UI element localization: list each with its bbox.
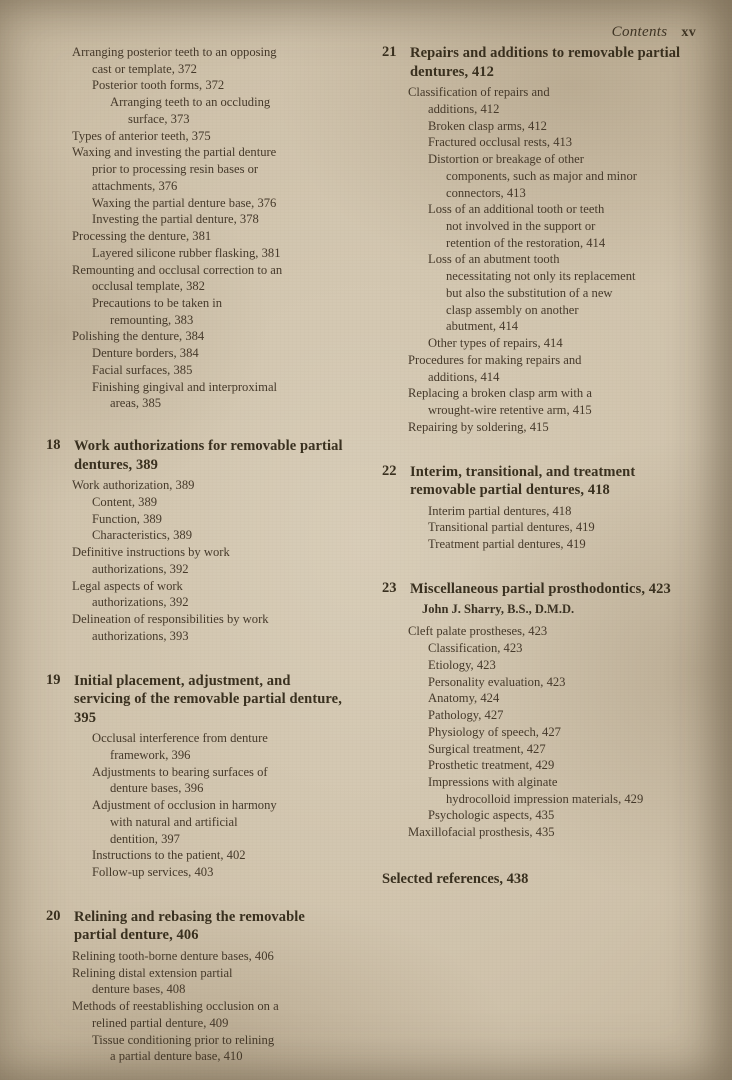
toc-entry[interactable]: Types of anterior teeth, 375: [72, 128, 211, 143]
toc-entry[interactable]: additions, 412: [428, 101, 500, 116]
toc-entry[interactable]: Remounting and occlusal correction to an: [72, 262, 283, 277]
toc-entry[interactable]: components, such as major and minor: [446, 168, 637, 183]
toc-entry[interactable]: Delineation of responsibilities by work: [72, 612, 269, 627]
chapter-entries: [46, 948, 346, 1065]
toc-entry[interactable]: Arranging posterior teeth to an opposing: [72, 45, 277, 59]
toc-entry[interactable]: Classification of repairs and: [408, 85, 550, 100]
toc-entry[interactable]: Content, 389: [92, 494, 158, 509]
toc-entry[interactable]: Impressions with alginate: [428, 774, 558, 789]
toc-entry[interactable]: Pathology, 427: [428, 708, 504, 723]
running-head: Contents: [611, 24, 668, 40]
chapter-number: 22: [382, 462, 397, 479]
toc-entry[interactable]: Relining distal extension partial: [72, 965, 233, 980]
chapter-title: Work authorizations for removable partial dentures, 389: [74, 438, 343, 473]
chapter-entries: [46, 730, 346, 881]
toc-entry[interactable]: Waxing and investing the partial denture: [72, 145, 277, 160]
toc-entry[interactable]: Surgical treatment, 427: [428, 741, 546, 756]
toc-entry[interactable]: Waxing the partial denture base, 376: [92, 195, 277, 210]
toc-entry[interactable]: Distortion or breakage of other: [428, 152, 584, 167]
toc-entry[interactable]: additions, 414: [428, 369, 500, 384]
toc-entry[interactable]: Adjustments to bearing surfaces of: [92, 764, 268, 779]
chapter-entries: [382, 84, 682, 435]
toc-entry[interactable]: Characteristics, 389: [92, 528, 193, 543]
toc-entry[interactable]: relined partial denture, 409: [92, 1015, 229, 1030]
toc-entry[interactable]: Definitive instructions by work: [72, 545, 230, 560]
toc-entry[interactable]: Instructions to the patient, 402: [92, 848, 246, 863]
chapter-heading[interactable]: [382, 463, 682, 500]
toc-entry[interactable]: Denture borders, 384: [92, 346, 199, 361]
chapter-entries: [382, 503, 682, 553]
continued-entries-block: [46, 44, 346, 412]
toc-entry[interactable]: Prosthetic treatment, 429: [428, 758, 555, 773]
page-header: [612, 24, 696, 41]
toc-entry[interactable]: but also the substitution of a new: [446, 285, 613, 300]
toc-entry[interactable]: retention of the restoration, 414: [446, 235, 606, 250]
toc-entry[interactable]: Treatment partial dentures, 419: [428, 537, 586, 552]
chapter-18[interactable]: [46, 437, 346, 644]
toc-entry[interactable]: Cleft palate prostheses, 423: [408, 624, 548, 639]
toc-entry[interactable]: Fractured occlusal rests, 413: [428, 135, 573, 150]
toc-entry[interactable]: Posterior tooth forms, 372: [92, 78, 225, 93]
chapter-number: 20: [46, 907, 61, 924]
toc-entry[interactable]: Processing the denture, 381: [72, 229, 212, 244]
toc-entry[interactable]: denture bases, 396: [110, 781, 204, 796]
toc-entry[interactable]: Transitional partial dentures, 419: [428, 520, 595, 535]
toc-entry[interactable]: Personality evaluation, 423: [428, 674, 566, 689]
toc-entry[interactable]: attachments, 376: [92, 178, 178, 193]
toc-entry[interactable]: necessitating not only its replacement: [446, 269, 636, 284]
toc-entry[interactable]: abutment, 414: [446, 319, 519, 334]
chapter-title: Interim, transitional, and treatment removable partial dentures, 418: [410, 463, 636, 499]
toc-entry[interactable]: dentition, 397: [110, 831, 180, 846]
chapter-23[interactable]: [382, 580, 682, 841]
toc-entry[interactable]: Loss of an abutment tooth: [428, 252, 560, 267]
toc-entry[interactable]: Arranging teeth to an occluding: [110, 95, 271, 110]
toc-entry[interactable]: Physiology of speech, 427: [428, 724, 561, 739]
toc-entry[interactable]: Legal aspects of work: [72, 578, 183, 593]
selected-references-heading[interactable]: Selected references, 438: [382, 870, 529, 887]
toc-entry[interactable]: cast or template, 372: [92, 61, 197, 76]
toc-entry[interactable]: Procedures for making repairs and: [408, 352, 582, 367]
toc-entry[interactable]: prior to processing resin bases or: [92, 162, 259, 177]
chapter-19[interactable]: [46, 672, 346, 881]
chapter-title: Miscellaneous partial prosthodontics, 423: [410, 580, 671, 597]
chapter-number: 23: [382, 579, 397, 596]
toc-left-column: [46, 44, 346, 1079]
toc-entry[interactable]: Layered silicone rubber flasking, 381: [92, 245, 281, 260]
toc-entry[interactable]: not involved in the support or: [446, 218, 596, 233]
toc-entry[interactable]: Investing the partial denture, 378: [92, 212, 259, 227]
toc-entry[interactable]: Psychologic aspects, 435: [428, 808, 555, 823]
chapter-entries: [382, 623, 682, 841]
toc-entry[interactable]: wrought-wire retentive arm, 415: [428, 403, 592, 418]
toc-entry[interactable]: hydrocolloid impression materials, 429: [446, 791, 644, 806]
toc-entry[interactable]: surface, 373: [128, 111, 190, 126]
toc-entry[interactable]: Occlusal interference from denture: [92, 731, 268, 746]
toc-entry[interactable]: Interim partial dentures, 418: [428, 503, 572, 518]
chapter-21[interactable]: [382, 44, 682, 436]
toc-entry[interactable]: Maxillofacial prosthesis, 435: [408, 825, 555, 840]
chapter-22[interactable]: [382, 463, 682, 553]
toc-entry[interactable]: Classification, 423: [428, 641, 523, 656]
toc-entry[interactable]: authorizations, 392: [92, 561, 189, 576]
toc-entry[interactable]: Other types of repairs, 414: [428, 336, 563, 351]
toc-entry[interactable]: Adjustment of occlusion in harmony: [92, 798, 277, 813]
chapter-heading[interactable]: [382, 44, 682, 81]
chapter-heading[interactable]: [46, 672, 346, 728]
chapter-title: Initial placement, adjustment, and servicing of the removable partial denture, 395: [74, 672, 342, 726]
toc-entry[interactable]: Precautions to be taken in: [92, 296, 223, 311]
toc-entry[interactable]: occlusal template, 382: [92, 279, 205, 294]
toc-entry[interactable]: Follow-up services, 403: [92, 865, 214, 880]
toc-entry[interactable]: Tissue conditioning prior to relining: [92, 1032, 275, 1047]
folio-number: xv: [681, 25, 696, 40]
toc-entry[interactable]: Facial surfaces, 385: [92, 362, 193, 377]
toc-entry[interactable]: Broken clasp arms, 412: [428, 118, 547, 133]
chapter-heading[interactable]: [382, 580, 682, 599]
chapter-title: Repairs and additions to removable partial dentures, 412: [410, 45, 681, 80]
toc-entry[interactable]: Function, 389: [92, 511, 162, 526]
chapter-number: 21: [382, 44, 397, 60]
toc-right-column: [382, 44, 682, 888]
toc-entry[interactable]: Loss of an additional tooth or teeth: [428, 202, 605, 217]
toc-entry[interactable]: authorizations, 392: [92, 595, 189, 610]
toc-entry[interactable]: Finishing gingival and interproximal: [92, 379, 278, 394]
toc-entry[interactable]: Relining tooth-borne denture bases, 406: [72, 948, 274, 963]
toc-entry[interactable]: denture bases, 408: [92, 982, 186, 997]
chapter-heading[interactable]: [46, 437, 346, 474]
chapter-number: 18: [46, 437, 61, 454]
toc-entry[interactable]: Repairing by soldering, 415: [408, 419, 549, 434]
toc-entry[interactable]: areas, 385: [110, 396, 162, 411]
chapter-heading[interactable]: [46, 908, 346, 945]
toc-entry[interactable]: a partial denture base, 410: [110, 1049, 243, 1064]
toc-entry[interactable]: clasp assembly on another: [446, 302, 579, 317]
toc-entry[interactable]: authorizations, 393: [92, 628, 189, 643]
toc-entry[interactable]: Methods of reestablishing occlusion on a: [72, 999, 279, 1014]
toc-entry[interactable]: Work authorization, 389: [72, 478, 195, 493]
toc-columns: [0, 44, 732, 1064]
toc-entry[interactable]: Etiology, 423: [428, 657, 496, 672]
chapter-title: Relining and rebasing the removable partial denture, 406: [74, 908, 305, 944]
chapter-number: 19: [46, 671, 61, 688]
toc-entry[interactable]: framework, 396: [110, 747, 191, 762]
toc-entry[interactable]: Replacing a broken clasp arm with a: [408, 386, 592, 401]
chapter-entries: [46, 477, 346, 644]
toc-entry[interactable]: remounting, 383: [110, 312, 194, 327]
toc-entry[interactable]: Anatomy, 424: [428, 691, 500, 706]
chapter-20[interactable]: [46, 908, 346, 1065]
toc-entry[interactable]: connectors, 413: [446, 185, 526, 200]
toc-entry[interactable]: Polishing the denture, 384: [72, 329, 205, 344]
toc-entry[interactable]: with natural and artificial: [110, 814, 238, 829]
chapter-author: John J. Sharry, B.S., D.M.D.: [422, 602, 575, 617]
